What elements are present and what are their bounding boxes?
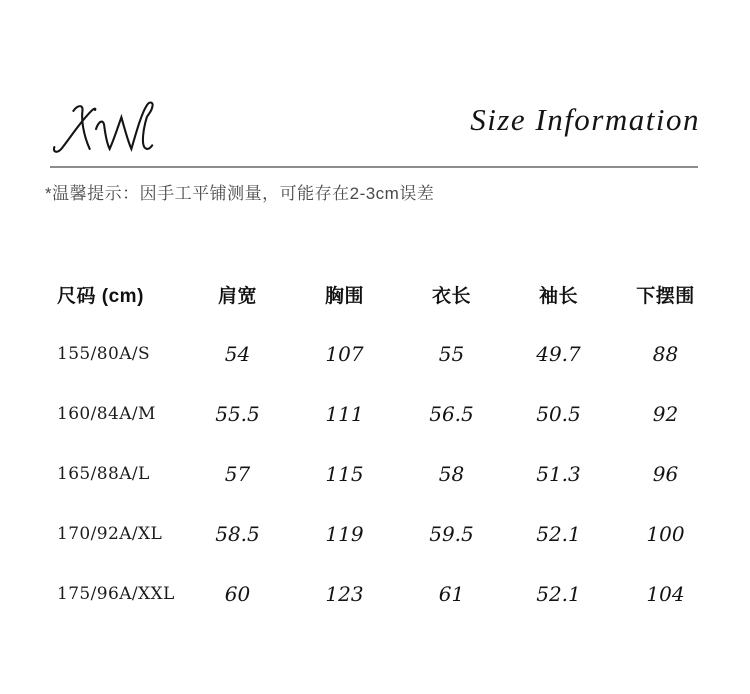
hem-value: 96 xyxy=(652,462,679,486)
length-value: 56.5 xyxy=(429,402,474,426)
length-value: 59.5 xyxy=(429,522,474,546)
length-value: 61 xyxy=(438,582,465,606)
column-header-length: 衣长 xyxy=(431,285,471,307)
length-value: 58 xyxy=(438,462,465,486)
shoulder-value: 54 xyxy=(224,342,251,366)
page-title: Size Information xyxy=(470,102,700,137)
hem-value: 100 xyxy=(646,522,685,546)
size-label: 170/92A/XL xyxy=(57,524,163,544)
hem-value: 88 xyxy=(652,342,679,366)
bust-value: 107 xyxy=(325,342,364,366)
shoulder-value: 55.5 xyxy=(215,402,260,426)
sleeve-value: 52.1 xyxy=(536,522,581,546)
table-row xyxy=(57,504,719,564)
table-row xyxy=(57,564,719,624)
sleeve-value: 52.1 xyxy=(536,582,581,606)
hem-value: 104 xyxy=(646,582,685,606)
column-header-size: 尺码 (cm) xyxy=(57,285,144,307)
shoulder-value: 57 xyxy=(224,462,251,486)
sleeve-value: 51.3 xyxy=(536,462,581,486)
column-header-sleeve: 袖长 xyxy=(538,285,578,307)
table-row xyxy=(57,324,719,384)
header-divider xyxy=(50,166,698,168)
sleeve-value: 49.7 xyxy=(536,342,581,366)
brand-logo xyxy=(50,100,162,158)
size-label: 155/80A/S xyxy=(57,344,151,364)
length-value: 55 xyxy=(438,342,465,366)
column-header-hem: 下摆围 xyxy=(636,285,695,307)
table-row xyxy=(57,444,719,504)
shoulder-value: 58.5 xyxy=(215,522,260,546)
size-table-header-row xyxy=(57,264,719,324)
sleeve-value: 50.5 xyxy=(536,402,581,426)
size-table xyxy=(57,264,719,624)
brand-logo-script-icon xyxy=(50,100,162,158)
shoulder-value: 60 xyxy=(224,582,251,606)
column-header-bust: 胸围 xyxy=(324,285,364,307)
size-label: 175/96A/XXL xyxy=(57,584,175,604)
size-label: 160/84A/M xyxy=(57,404,156,424)
bust-value: 115 xyxy=(325,462,364,486)
bust-value: 119 xyxy=(325,522,364,546)
bust-value: 123 xyxy=(325,582,364,606)
hem-value: 92 xyxy=(652,402,679,426)
table-row xyxy=(57,384,719,444)
column-header-shoulder: 肩宽 xyxy=(217,285,257,307)
size-label: 165/88A/L xyxy=(57,464,150,484)
bust-value: 111 xyxy=(325,402,364,426)
measurement-disclaimer: *温馨提示：因手工平铺测量，可能存在2-3cm误差 xyxy=(45,184,435,203)
